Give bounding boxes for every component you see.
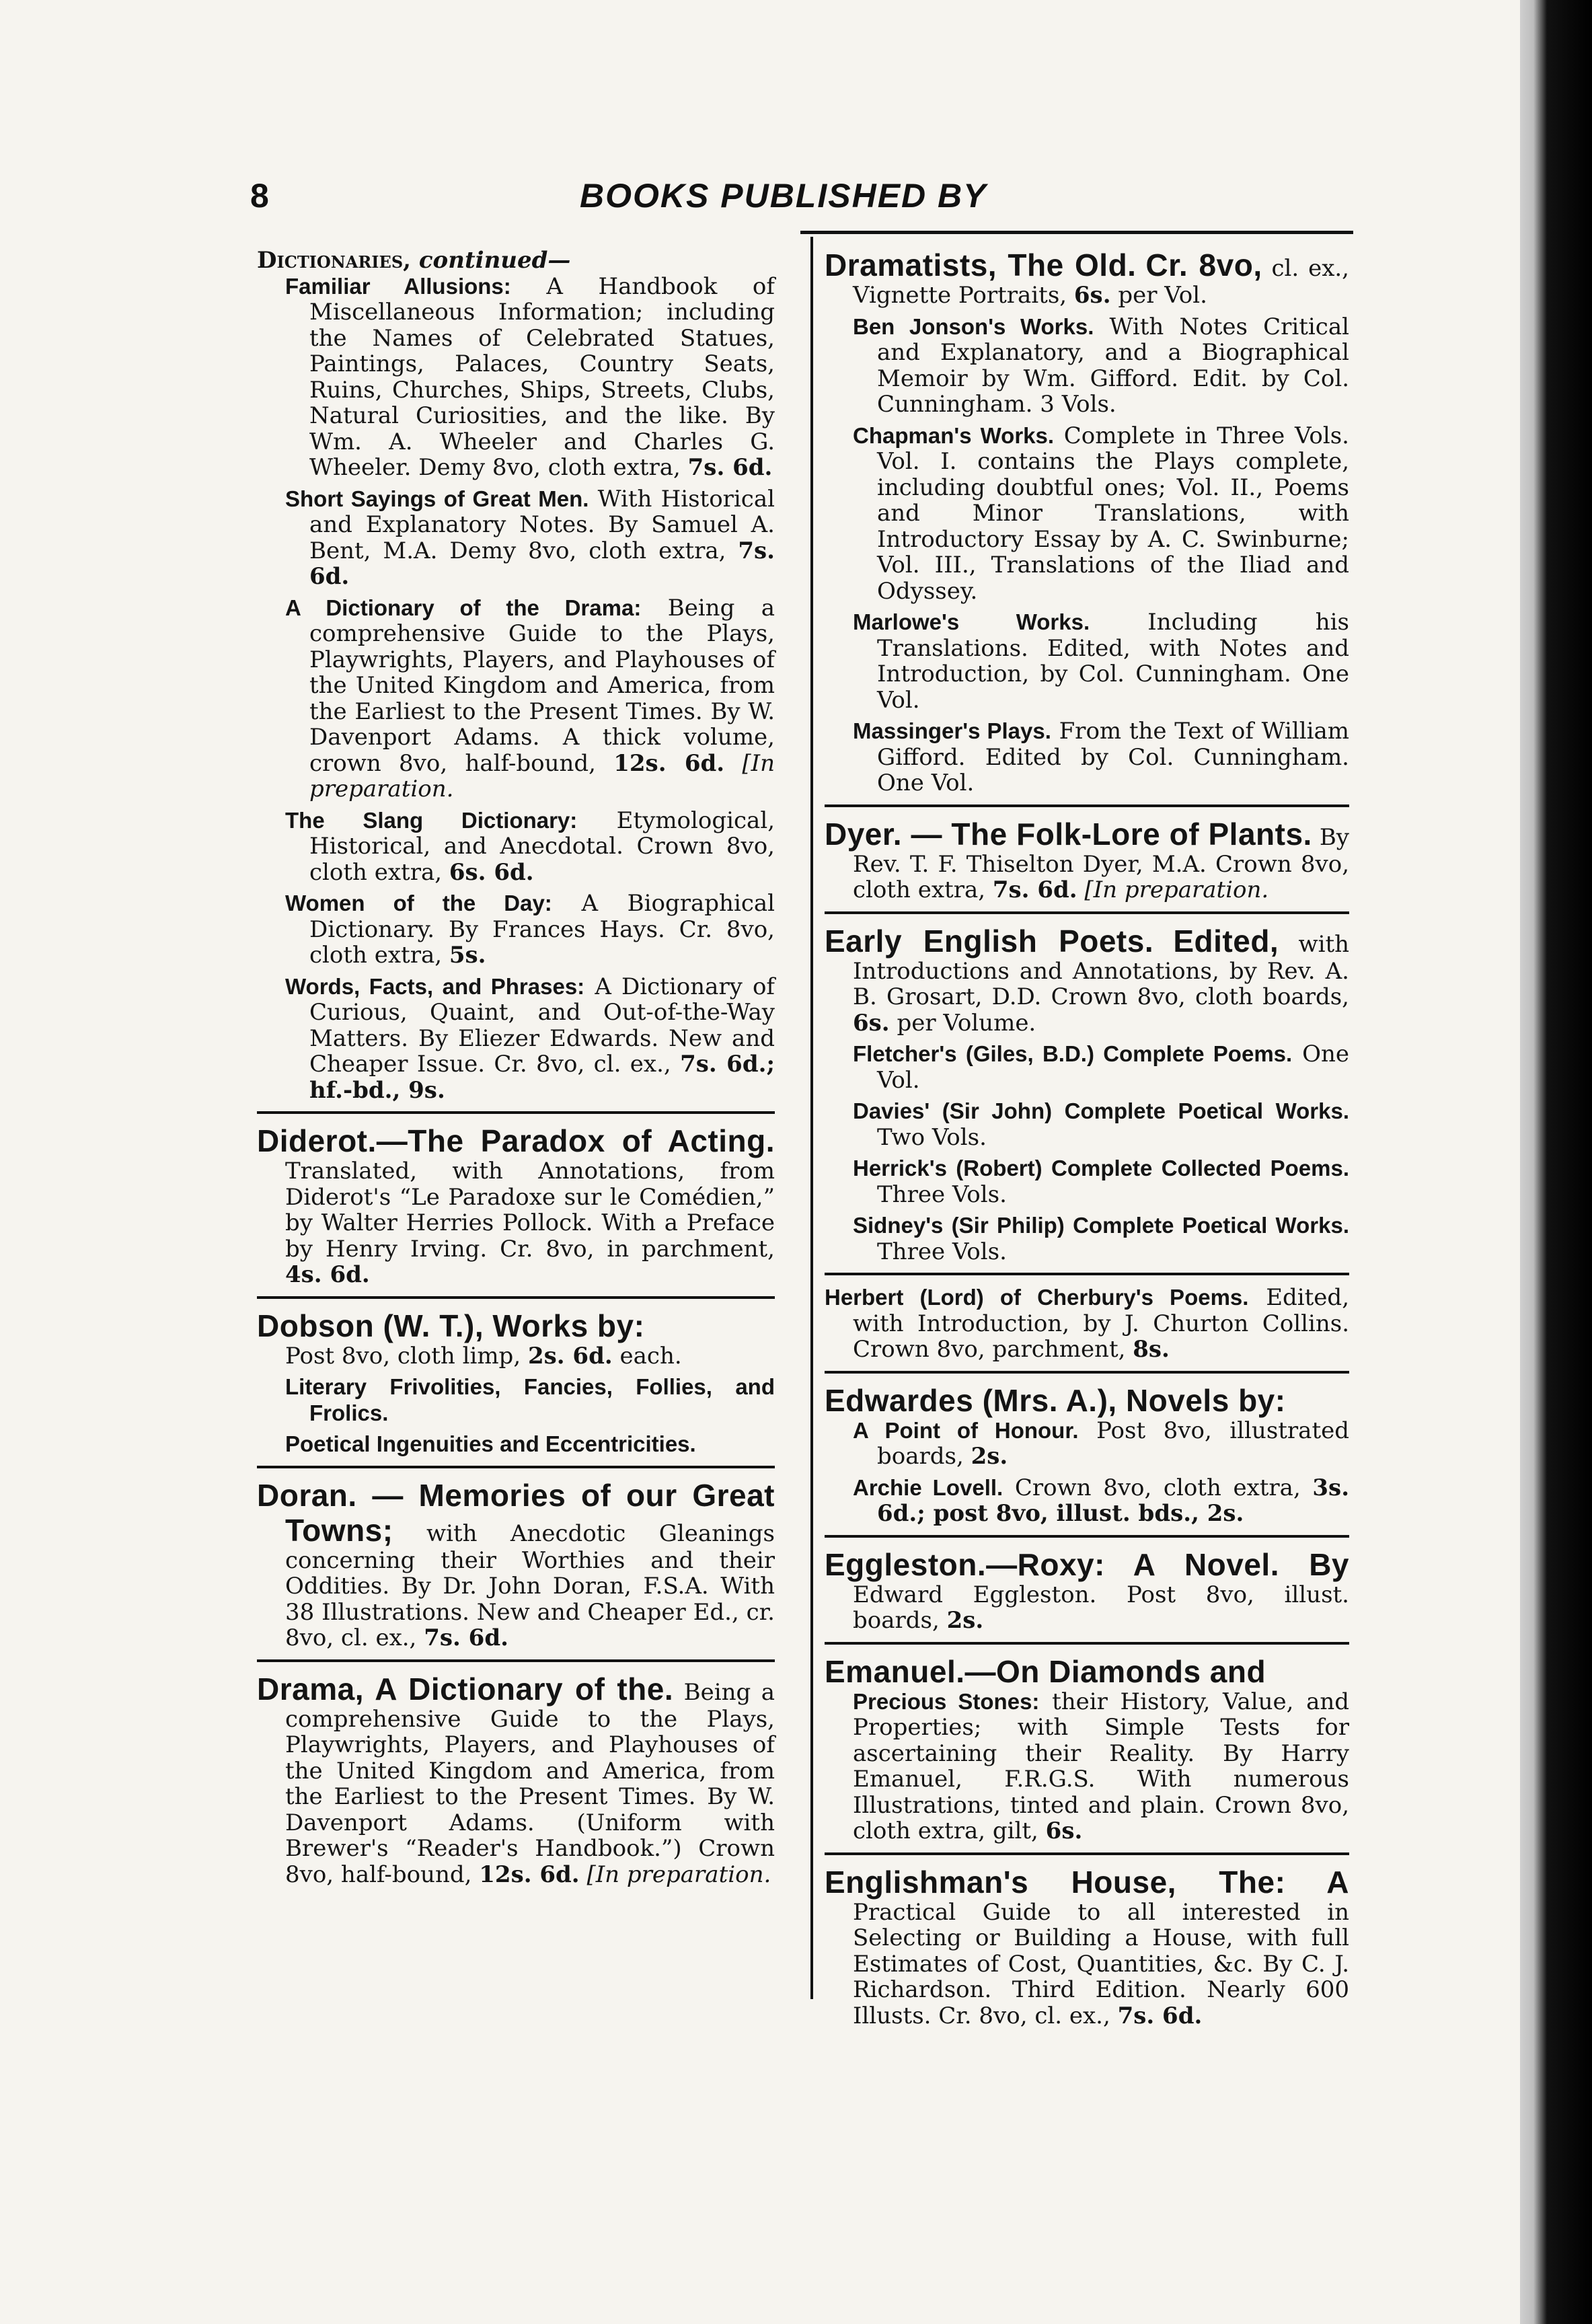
catalogue-entry <box>285 1374 775 1426</box>
section-rule <box>825 1371 1349 1374</box>
entry-title: Davies' (Sir John) Complete Poetical Works. <box>853 1098 1349 1123</box>
section-heading: Diderot.—The Paradox of Acting. <box>257 1123 775 1158</box>
section-herbert <box>825 1285 1349 1363</box>
section-entries <box>257 274 775 1104</box>
section-dramatists <box>825 248 1349 796</box>
section-rule <box>825 804 1349 807</box>
entry-title: Words, Facts, and Phrases: <box>285 973 585 999</box>
catalogue-entry <box>853 1156 1349 1207</box>
section-early-english-poets <box>825 924 1349 1265</box>
entry-title: Short Sayings of Great Men. <box>285 486 589 511</box>
entry-text: Post 8vo, illustrated boards, <box>877 1417 1349 1470</box>
section-heading: Dyer. — The Folk-Lore of Plants. <box>825 816 1312 852</box>
section-rule <box>825 1535 1349 1538</box>
entry-text: With Historical and Explanatory Notes. By Samuel A. Bent, M.A. Demy 8vo, cloth extra, <box>309 485 775 564</box>
section-intro: Early English Poets. Edited, with Introductions and Annotations, by Rev. A. B. Grosart, D.D. Crown 8vo, cloth boards, 6s. per Volume. <box>825 923 1350 1037</box>
catalogue-entry <box>285 274 775 481</box>
entry-text: Complete in Three Vols. Vol. I. contains the Plays complete, including doubtful ones; Vol. II., Poems and Minor Translations, with Introductory Essay by A. C. Swinburne; Vol. III., Translations of the Iliad and Odyssey. <box>877 422 1349 605</box>
catalogue-entry <box>285 595 775 802</box>
entry-price: 7s. 6d. <box>424 1624 508 1651</box>
entry-price: 7s. 6d. <box>992 876 1077 903</box>
catalogue-entry <box>285 891 775 969</box>
section-eggleston <box>825 1547 1349 1634</box>
section-intro: Post 8vo, cloth limp, 2s. 6d. each. <box>285 1342 682 1370</box>
catalogue-entry: Eggleston.—Roxy: A Novel. By Edward Eggleston. Post 8vo, illust. boards, 2s. <box>825 1546 1350 1634</box>
catalogue-entry <box>825 1689 1349 1844</box>
entry-text: Three Vols. <box>877 1180 1007 1208</box>
entry-title: Precious Stones: <box>853 1688 1040 1714</box>
left-column <box>257 248 775 1893</box>
section-heading: Dramatists, The Old. <box>825 248 1137 283</box>
section-rule <box>825 1642 1349 1645</box>
section-emanuel <box>825 1654 1349 1844</box>
column-divider <box>810 237 813 1999</box>
entry-title: A Point of Honour. <box>853 1417 1079 1443</box>
entry-title: Herbert (Lord) of Cherbury's Poems. <box>825 1285 1249 1310</box>
catalogue-entry <box>825 817 1349 903</box>
catalogue-entry <box>853 1475 1349 1527</box>
section-englishmans-house <box>825 1865 1349 2029</box>
section-entries <box>825 1041 1349 1265</box>
catalogue-entry <box>257 1672 775 1888</box>
entry-text: Two Vols. <box>877 1123 987 1151</box>
section-heading: Early English Poets. <box>825 923 1154 959</box>
section-intro: Dramatists, The Old. Cr. 8vo, cl. ex., Vignette Portraits, 6s. per Vol. <box>825 248 1349 309</box>
catalogue-entry <box>853 1213 1349 1265</box>
catalogue-entry <box>257 1478 775 1651</box>
section-heading: Eggleston.—Roxy: <box>825 1546 1105 1582</box>
header-rule <box>800 231 1353 234</box>
catalogue-entry <box>853 609 1349 713</box>
section-rule <box>257 1296 775 1299</box>
entry-title: Herrick's (Robert) Complete Collected Poems. <box>853 1156 1349 1180</box>
section-diderot <box>257 1123 775 1288</box>
entry-text: Being a comprehensive Guide to the Plays, Playwrights, Players, and Playhouses of the United Kingdom and America, from the Earliest to the Present Times. By W. Davenport Adams. A thick volume, crown 8vo, half-bound, <box>309 594 775 777</box>
entry-text: A Handbook of Miscellaneous Information; including the Names of Celebrated Statues, Paintings, Palaces, Country Seats, Ruins, Churches, Ships, Streets, Clubs, Natural Curiosities, and the like. By Wm. A. Wheeler and Charles G. Wheeler. Demy 8vo, cloth extra, <box>309 272 775 481</box>
entry-price: 7s. 6d.; hf.-bd., 9s. <box>309 1051 775 1104</box>
entry-text: Translated, with Annotations, from Diderot's “Le Paradoxe sur le Comédien,” by Walter Herries Pollock. With a Preface by Henry Irving. Cr. 8vo, in parchment, <box>285 1158 775 1263</box>
entry-price: 4s. 6d. <box>285 1261 370 1288</box>
section-heading: Emanuel.—On Diamonds and <box>825 1653 1266 1689</box>
section-entries <box>257 1343 775 1458</box>
entry-text: Edited, with Introduction, by J. Churton Collins. Crown 8vo, parchment, <box>853 1284 1350 1363</box>
entry-text: Three Vols. <box>877 1238 1007 1265</box>
entry-price: 7s. 6d. <box>309 537 775 590</box>
entry-price: 12s. 6d. <box>613 749 725 777</box>
section-drama <box>257 1672 775 1888</box>
section-rule <box>825 1852 1349 1855</box>
entry-text: One Vol. <box>877 1041 1349 1094</box>
entry-text: From the Text of William Gifford. Edited by Col. Cunningham. One Vol. <box>877 718 1349 796</box>
entry-title: Chapman's Works. <box>853 422 1055 448</box>
entry-title: A Dictionary of the Drama: <box>285 595 642 620</box>
entry-text: Etymological, Historical, and Anecdotal. Crown 8vo, cloth extra, <box>309 807 775 886</box>
running-head: BOOKS PUBLISHED BY <box>580 177 987 215</box>
entry-price: 2s. <box>946 1607 984 1634</box>
section-dictionaries <box>257 248 775 1103</box>
entry-price: 2s. <box>971 1443 1008 1470</box>
section-heading: Dictionaries, continued— <box>257 247 571 274</box>
section-heading: Englishman's House, The: <box>825 1864 1286 1900</box>
catalogue-entry: Englishman's House, The: A Practical Guide to all interested in Selecting or Building a House, with full Estimates of Cost, Quantities, &c. By C. J. Richardson. Third Edition. Nearly 600 Illusts. Cr. 8vo, cl. ex., 7s. 6d. <box>825 1864 1350 2029</box>
entry-title: Fletcher's (Giles, B.D.) Complete Poems. <box>853 1041 1293 1066</box>
entry-price: 8s. <box>1133 1336 1170 1363</box>
entry-text: With Notes Critical and Explanatory, and a Biographical Memoir by Wm. Gifford. Edit. by Col. Cunningham. 3 Vols. <box>877 313 1349 418</box>
section-rule <box>257 1659 775 1662</box>
catalogue-entry <box>853 1098 1349 1150</box>
scan-edge <box>1520 0 1592 2324</box>
entry-price: 3s. 6d.; post 8vo, illust. bds., 2s. <box>877 1474 1350 1527</box>
entry-title: Poetical Ingenuities and Eccentricities. <box>285 1431 696 1456</box>
catalogue-entry <box>853 314 1349 418</box>
section-heading: Dobson (W. T.), Works by: <box>257 1308 645 1343</box>
entry-text: Edward Eggleston. Post 8vo, illust. boards, <box>853 1581 1349 1634</box>
entry-title: Women of the Day: <box>285 891 552 915</box>
section-dobson <box>257 1308 775 1458</box>
entry-text: Practical Guide to all interested in Selecting or Building a House, with full Estimates of Cost, Quantities, &c. By C. J. Richardson. Third Edition. Nearly 600 Illusts. Cr. 8vo, cl. ex., <box>853 1898 1349 2029</box>
catalogue-entry <box>825 1285 1349 1363</box>
entry-title: Ben Jonson's Works. <box>853 313 1094 339</box>
entry-text: A Dictionary of Curious, Quaint, and Out-of-the-Way Matters. By Eliezer Edwards. New and Cheaper Issue. Cr. 8vo, cl. ex., <box>309 973 775 1078</box>
catalogue-entry <box>853 718 1349 796</box>
section-rule <box>825 1273 1349 1275</box>
catalogue-entry <box>285 808 775 886</box>
section-dyer <box>825 817 1349 903</box>
catalogue-entry <box>285 974 775 1104</box>
entry-note: [In preparation. <box>586 1861 771 1888</box>
entry-title: Archie Lovell. <box>853 1474 1003 1500</box>
entry-title: Marlowe's Works. <box>853 609 1090 634</box>
section-heading: Doran. — Memories of our Great Towns; <box>257 1477 775 1548</box>
section-entries <box>825 1418 1349 1527</box>
section-entries <box>825 314 1349 796</box>
entry-text: Being a comprehensive Guide to the Plays, Playwrights, Players, and Playhouses of the United Kingdom and America, from the Earliest to the Present Times. By W. Davenport Adams. (Uniform with Brewer's “Reader's Handbook.”) Crown 8vo, half-bound, <box>285 1678 775 1888</box>
entry-price: 5s. <box>449 942 486 969</box>
section-rule <box>825 911 1349 914</box>
catalogue-entry <box>853 1041 1349 1093</box>
catalogue-entry <box>853 1418 1349 1470</box>
page-header <box>250 176 1353 226</box>
catalogue-entry <box>257 1123 775 1288</box>
entry-title: Literary Frivolities, Fancies, Follies, and Frolics. <box>285 1374 775 1425</box>
catalogue-entry <box>285 1431 775 1458</box>
entry-price: 6s. 6d. <box>449 858 534 886</box>
entry-note: [In preparation. <box>1084 876 1269 903</box>
catalogue-entry <box>285 486 775 590</box>
entry-text: their History, Value, and Properties; with Simple Tests for ascertaining their Reality. By Harry Emanuel, F.R.G.S. With numerous Illustrations, tinted and plain. Crown 8vo, cloth extra, gilt, <box>853 1688 1350 1844</box>
right-column <box>825 248 1349 2034</box>
entry-price: 7s. 6d. <box>687 454 773 481</box>
section-doran <box>257 1478 775 1651</box>
entry-price: 7s. 6d. <box>1117 2002 1203 2029</box>
entry-text: Crown 8vo, cloth extra, <box>1014 1474 1301 1501</box>
entry-price: 6s. <box>1045 1817 1083 1844</box>
section-edwardes <box>825 1383 1349 1527</box>
entry-text: A Biographical Dictionary. By Frances Hays. Cr. 8vo, cloth extra, <box>309 890 775 969</box>
entry-text: with Anecdotic Gleanings concerning their Worthies and their Oddities. By Dr. John Doran, F.S.A. With 38 Illustrations. New and Cheaper Ed., cr. 8vo, cl. ex., <box>285 1520 775 1651</box>
page-number: 8 <box>250 177 269 215</box>
entry-title: Sidney's (Sir Philip) Complete Poetical Works. <box>853 1213 1349 1238</box>
entry-text: By Rev. T. F. Thiselton Dyer, M.A. Crown 8vo, cloth extra, <box>853 823 1350 903</box>
entry-title: Familiar Allusions: <box>285 273 511 299</box>
entry-note: [In preparation. <box>309 749 775 802</box>
section-rule <box>257 1466 775 1468</box>
section-rule <box>257 1111 775 1114</box>
entry-title: The Slang Dictionary: <box>285 807 578 833</box>
catalogue-entry <box>853 423 1349 605</box>
entry-price: 12s. 6d. <box>479 1861 580 1888</box>
section-heading: Drama, A Dictionary of the. <box>257 1671 674 1707</box>
section-heading: Edwardes (Mrs. A.), Novels by: <box>825 1382 1286 1418</box>
entry-title: Massinger's Plays. <box>853 718 1051 743</box>
entry-text: Including his Translations. Edited, with Notes and Introduction, by Col. Cunningham. One Vol. <box>877 609 1349 714</box>
